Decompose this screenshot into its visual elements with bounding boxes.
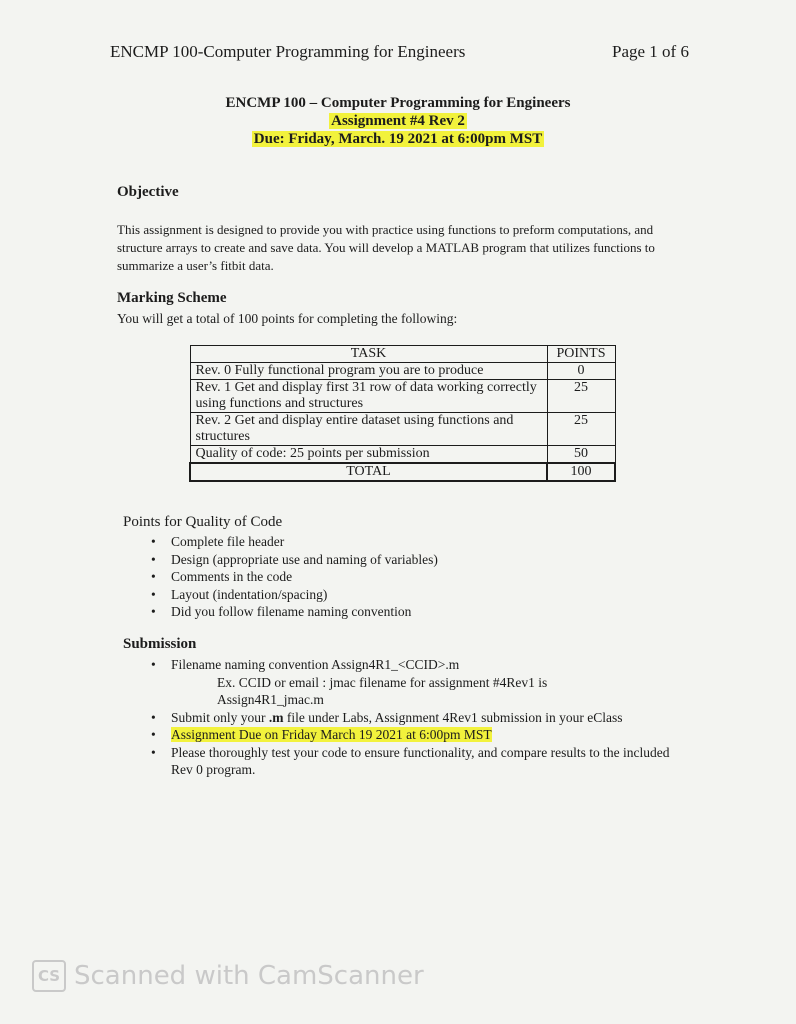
- task-cell: Rev. 0 Fully functional program you are to produce: [190, 363, 547, 380]
- list-item: • Submit only your .m file under Labs, Assignment 4Rev1 submission in your eClass: [151, 709, 691, 727]
- list-item: • Layout (indentation/spacing): [151, 586, 438, 604]
- column-header-task: TASK: [190, 346, 547, 363]
- marking-scheme-subtitle: You will get a total of 100 points for completing the following:: [117, 311, 458, 326]
- due-reminder-highlight: Assignment Due on Friday March 19 2021 at 6:00pm MST: [171, 727, 492, 742]
- task-cell: Quality of code: 25 points per submission: [190, 446, 547, 464]
- points-cell: 0: [547, 363, 615, 380]
- table-row: [190, 413, 615, 446]
- list-item: [151, 656, 691, 709]
- list-item: • Did you follow filename naming convention: [151, 603, 438, 621]
- objective-text: This assignment is designed to provide you with practice using functions to preform computations, and structure arrays to create and save data. You will develop a MATLAB program that utilizes functions to summarize a user’s fitbit data.: [117, 222, 655, 273]
- table-row: [190, 380, 615, 413]
- filename-example: Ex. CCID or email : jmac filename for assignment #4Rev1 is: [217, 674, 548, 690]
- points-cell: 25: [547, 380, 615, 413]
- list-item: • Comments in the code: [151, 568, 438, 586]
- total-label: TOTAL: [190, 463, 547, 481]
- due-date: [0, 130, 796, 148]
- list-item: • Design (appropriate use and naming of variables): [151, 551, 438, 569]
- header-page-number: Page 1 of 6: [612, 42, 689, 61]
- points-cell: 50: [547, 446, 615, 464]
- total-points: 100: [547, 463, 615, 481]
- marking-scheme-heading: Marking Scheme: [117, 290, 227, 306]
- assignment-title-highlight: Assignment #4 Rev 2: [331, 113, 465, 129]
- quality-list: [151, 533, 438, 621]
- table-total-row: [190, 463, 615, 481]
- assignment-title: [0, 112, 796, 130]
- task-cell: Rev. 2 Get and display entire dataset using functions and structures: [190, 413, 547, 446]
- due-date-highlight: Due: Friday, March. 19 2021 at 6:00pm MST: [253, 131, 543, 147]
- list-item: • Please thoroughly test your code to ensure functionality, and compare results to the included Rev 0 program.: [151, 744, 691, 779]
- submission-list: [151, 656, 691, 779]
- filename-convention: Filename naming convention Assign4R1_<CCID>.m: [171, 657, 460, 672]
- file-extension: .m: [268, 709, 284, 725]
- header-course-title: ENCMP 100-Computer Programming for Engineers: [110, 42, 466, 61]
- list-item: [151, 726, 691, 744]
- watermark-text: Scanned with CamScanner: [74, 961, 424, 991]
- camscanner-logo-icon: CS: [32, 960, 66, 992]
- document-title: ENCMP 100 – Computer Programming for Engineers: [225, 95, 571, 111]
- points-cell: 25: [547, 413, 615, 446]
- list-item: • Complete file header: [151, 533, 438, 551]
- task-cell: Rev. 1 Get and display first 31 row of data working correctly using functions and structures: [190, 380, 547, 413]
- filename-example-name: Assign4R1_jmac.m: [217, 692, 324, 707]
- quality-heading: Points for Quality of Code: [123, 514, 283, 530]
- table-row: [190, 446, 615, 464]
- objective-heading: Objective: [117, 184, 179, 200]
- marking-table: [189, 345, 616, 482]
- column-header-points: POINTS: [547, 346, 615, 363]
- submission-heading: Submission: [123, 636, 197, 652]
- camscanner-watermark: [32, 960, 424, 992]
- table-row: [190, 363, 615, 380]
- table-header-row: [190, 346, 615, 363]
